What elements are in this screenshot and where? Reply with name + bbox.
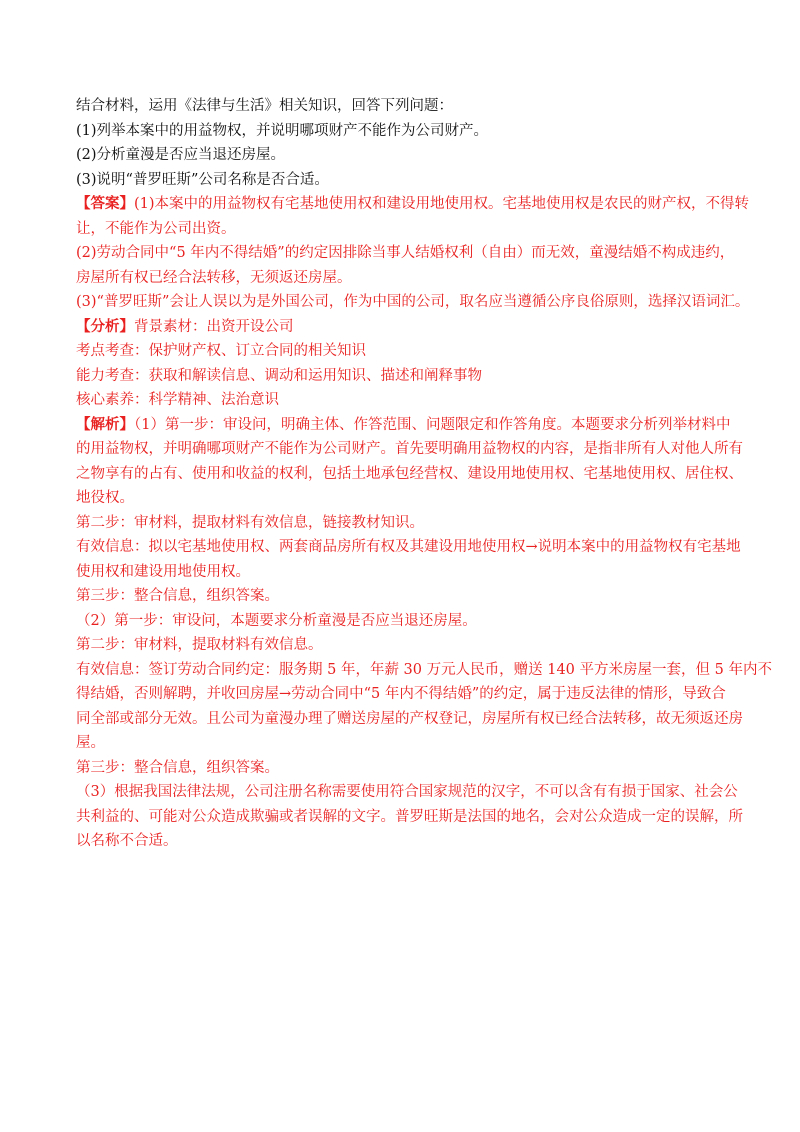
explanation-1-step-2: 第二步：审材料，提取材料有效信息，链接教材知识。 xyxy=(76,514,424,531)
explanation-2-step-2: 第二步：审材料，提取材料有效信息。 xyxy=(76,637,323,653)
explanation-1-step-3: 第三步：整合信息，组织答案。 xyxy=(76,588,279,604)
analysis-label: 【分析】 xyxy=(76,317,134,335)
analysis-line xyxy=(76,315,726,340)
document-body xyxy=(76,94,772,854)
analysis-background: 背景素材：出资开设公司 xyxy=(134,318,294,335)
analysis-ability: 能力考查：获取和解读信息、调动和运用知识、描述和阐释事物 xyxy=(76,367,482,384)
answer-2-line-1: (2)劳动合同中“5 年内不得结婚”的约定因排除当事人结婚权利（自由）而无效，童漫结婚不构成违约， xyxy=(76,245,735,261)
question-intro: 结合材料，运用《法律与生活》相关知识，回答下列问题： xyxy=(76,98,453,114)
explanation-1-line-2: 的用益物权，并明确哪项财产不能作为公司财产。首先要明确用益物权的内容，是指非所有人对他人所有 xyxy=(76,441,743,457)
answer-1-text: (1)本案中的用益物权有宅基地使用权和建设用地使用权。宅基地使用权是农民的财产权，不得转 xyxy=(134,196,750,212)
analysis-points: 考点考查：保护财产权、订立合同的相关知识 xyxy=(76,343,366,359)
explanation-1-info-1: 有效信息：拟以宅基地使用权、两套商品房所有权及其建设用地使用权→说明本案中的用益物权有宅基地 xyxy=(76,539,741,555)
explanation-label: 【解析】 xyxy=(76,415,134,433)
answer-3-line-1: (3)“普罗旺斯”会让人误以为是外国公司，作为中国的公司，取名应当遵循公序良俗原则，选择汉语词汇。 xyxy=(76,294,750,310)
explanation-1-text: （1）第一步：审设问，明确主体、作答范围、问题限定和作答角度。本题要求分析列举材料中 xyxy=(134,416,731,433)
question-3: (3)说明“普罗旺斯”公司名称是否合适。 xyxy=(76,171,329,188)
explanation-1-line-3: 之物享有的占有、使用和收益的权利，包括土地承包经营权、建设用地使用权、宅基地使用权、居住权、 xyxy=(76,465,743,482)
explanation-1-line-4: 地役权。 xyxy=(76,490,134,506)
explanation-2-info-3: 同全部或部分无效。且公司为童漫办理了赠送房屋的产权登记，房屋所有权已经合法转移，故无须返还房 xyxy=(76,710,743,727)
explanation-3-line-1: （3）根据我国法律法规，公司注册名称需要使用符合国家规范的汉字，不可以含有有损于国家、社会公 xyxy=(76,784,738,800)
explanation-2-step-1: （2）第一步：审设问，本题要求分析童漫是否应当退还房屋。 xyxy=(76,612,477,629)
answer-label: 【答案】 xyxy=(76,195,134,212)
question-2: (2)分析童漫是否应当退还房屋。 xyxy=(76,147,286,163)
question-1: (1)列举本案中的用益物权，并说明哪项财产不能作为公司财产。 xyxy=(76,122,489,139)
explanation-3-line-2: 共利益的、可能对公众造成欺骗或者误解的文字。普罗旺斯是法国的地名，会对公众造成一定的误解，所 xyxy=(76,808,743,825)
explanation-1-info-2: 使用权和建设用地使用权。 xyxy=(76,563,250,580)
explanation-2-info-1: 有效信息：签订劳动合同约定：服务期 5 年，年薪 30 万元人民币，赠送 140 平方米房屋一套，但 5 年内不 xyxy=(76,661,772,678)
explanation-2-info-2: 得结婚，否则解聘，并收回房屋→劳动合同中“5 年内不得结婚”的约定，属于违反法律的情形，导致合 xyxy=(76,686,726,702)
analysis-literacy: 核心素养：科学精神、法治意识 xyxy=(76,392,279,408)
answer-1-line-2: 让，不能作为公司出资。 xyxy=(76,220,236,237)
answer-2-line-2: 房屋所有权已经合法转移，无须返还房屋。 xyxy=(76,269,352,286)
answer-1-line-1 xyxy=(76,192,750,217)
explanation-3-line-3: 以名称不合适。 xyxy=(76,833,178,849)
explanation-line-1 xyxy=(76,413,731,438)
explanation-2-step-3: 第三步：整合信息，组织答案。 xyxy=(76,759,279,776)
explanation-2-info-4: 屋。 xyxy=(76,735,105,751)
